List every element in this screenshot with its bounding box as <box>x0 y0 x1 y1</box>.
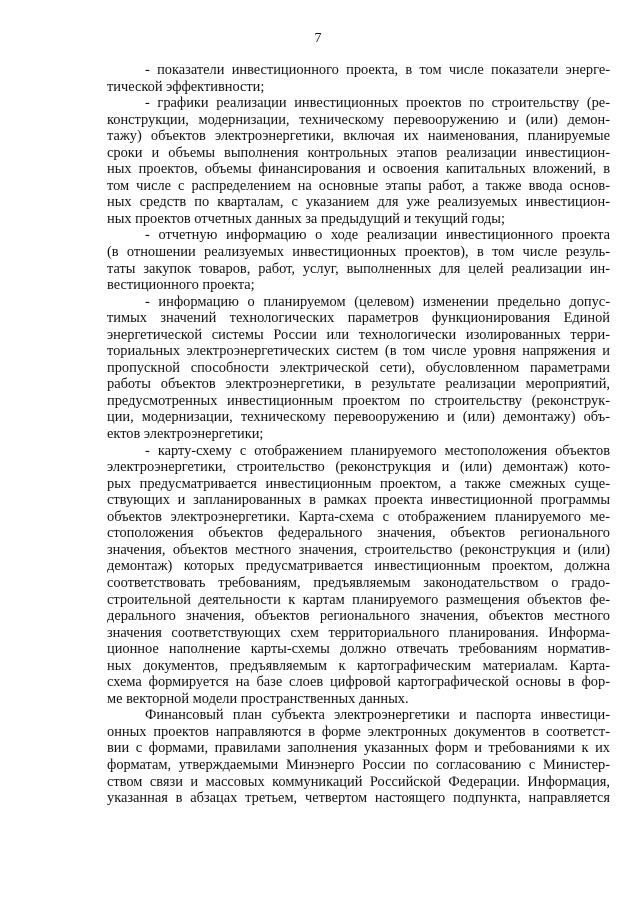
text-line: ных средств по кварталам, с указанием для уже реализуемых инвестицион- <box>107 194 610 211</box>
text-line: объектов электроэнергетики. Карта-схема с отображением планируемого ме- <box>107 508 610 525</box>
text-line: соответствовать требованиям, предъявляемым законодательством о градо- <box>107 574 610 591</box>
text-line: - показатели инвестиционного проекта, в том числе показатели энерге- <box>145 62 610 78</box>
text-line: форматам, утверждаемыми Минэнерго России по согласованию с Министер- <box>107 756 610 773</box>
text-line: ции, модернизации, техническому перевооружению и (или) демонтажу) объ- <box>107 409 610 426</box>
text-line: таты закупок товаров, работ, услуг, выполненных для целей реализации ин- <box>107 260 610 277</box>
document-body <box>107 62 610 807</box>
text-line: работы объектов электроэнергетики, в результате реализации мероприятий, <box>107 376 610 393</box>
text-line: - карту-схему с отображением планируемого местоположения объектов <box>145 442 610 459</box>
text-line: энергетической системы России или технологически изолированных терри- <box>107 326 610 343</box>
text-line: Финансовый план субъекта электроэнергетики и паспорта инвестици- <box>145 707 610 724</box>
text-line: вии с формами, правилами заполнения указанных форм и требованиями к их <box>107 740 610 757</box>
text-line: тической эффективности; <box>107 78 265 95</box>
text-line: конструкции, модернизации, техническому перевооружению и (или) демон- <box>107 111 610 128</box>
text-line: строительной деятельности к картам планируемого размещения объектов фе- <box>107 591 610 608</box>
text-line: ством связи и массовых коммуникаций Российской Федерации. Информация, <box>107 773 610 790</box>
text-line: предусмотренных инвестиционным проектом по строительству (реконструк- <box>107 392 610 409</box>
text-line: - информацию о планируемом (целевом) изменении предельно допус- <box>145 293 610 310</box>
text-line: ных проектов, объемы финансирования и освоения капитальных вложений, в <box>107 161 610 178</box>
page-number: 7 <box>314 31 322 46</box>
text-line: дерального значения, объектов регионального значения, объектов местного <box>107 608 610 625</box>
text-line: ториальных электроэнергетических систем (в том числе уровня напряжения и <box>107 343 610 360</box>
text-line: значения соответствующих схем территориального планирования. Информа- <box>107 624 610 641</box>
text-line: схема формируется на базе слоев цифровой картографической основы в фор- <box>107 674 610 691</box>
text-line: значения, объектов местного значения, строительство (реконструкция и (или) <box>107 541 610 558</box>
text-line: ных документов, предъявляемым к картографическим материалам. Карта- <box>107 657 610 674</box>
text-line: пропускной способности электрической сети), обусловленном параметрами <box>107 359 610 376</box>
text-line: том числе с распределением на основные этапы работ, а также ввода основ- <box>107 177 610 194</box>
text-line: онных проектов направляются в форме электронных документов в соответст- <box>107 723 610 740</box>
text-line: ных проектов отчетных данных за предыдущий и текущий годы; <box>107 210 505 227</box>
text-line: стоположения объектов федерального значения, объектов регионального <box>107 525 610 542</box>
text-line: (в отношении реализуемых инвестиционных проектов), в том числе резуль- <box>107 244 610 261</box>
text-line: ектов электроэнергетики; <box>107 426 264 443</box>
text-line: ционное наполнение карты-схемы должно отвечать требованиям норматив- <box>107 641 610 658</box>
text-line: указанная в абзацах третьем, четвертом настоящего подпункта, направляется <box>107 790 610 807</box>
text-line: тимых значений технологических параметров функционирования Единой <box>107 310 610 327</box>
text-line: сроки и объемы выполнения контрольных этапов реализации инвестицион- <box>107 144 610 161</box>
text-line: - графики реализации инвестиционных проектов по строительству (ре- <box>145 95 610 112</box>
text-line: электроэнергетики, строительство (реконструкция и (или) демонтаж) кото- <box>107 459 610 476</box>
text-line: рых предусматривается инвестиционным проектом, а также смежных суще- <box>107 475 610 492</box>
text-line: ствующих и запланированных в рамках проекта инвестиционной программы <box>107 492 610 509</box>
text-line: вестиционного проекта; <box>107 277 255 294</box>
text-line: - отчетную информацию о ходе реализации инвестиционного проекта <box>145 227 610 244</box>
text-line: демонтаж) которых предусматривается инвестиционным проектом, должна <box>107 558 610 575</box>
text-line: тажу) объектов электроэнергетики, включая их наименования, планируемые <box>107 128 610 145</box>
text-line: ме векторной модели пространственных данных. <box>107 690 409 707</box>
